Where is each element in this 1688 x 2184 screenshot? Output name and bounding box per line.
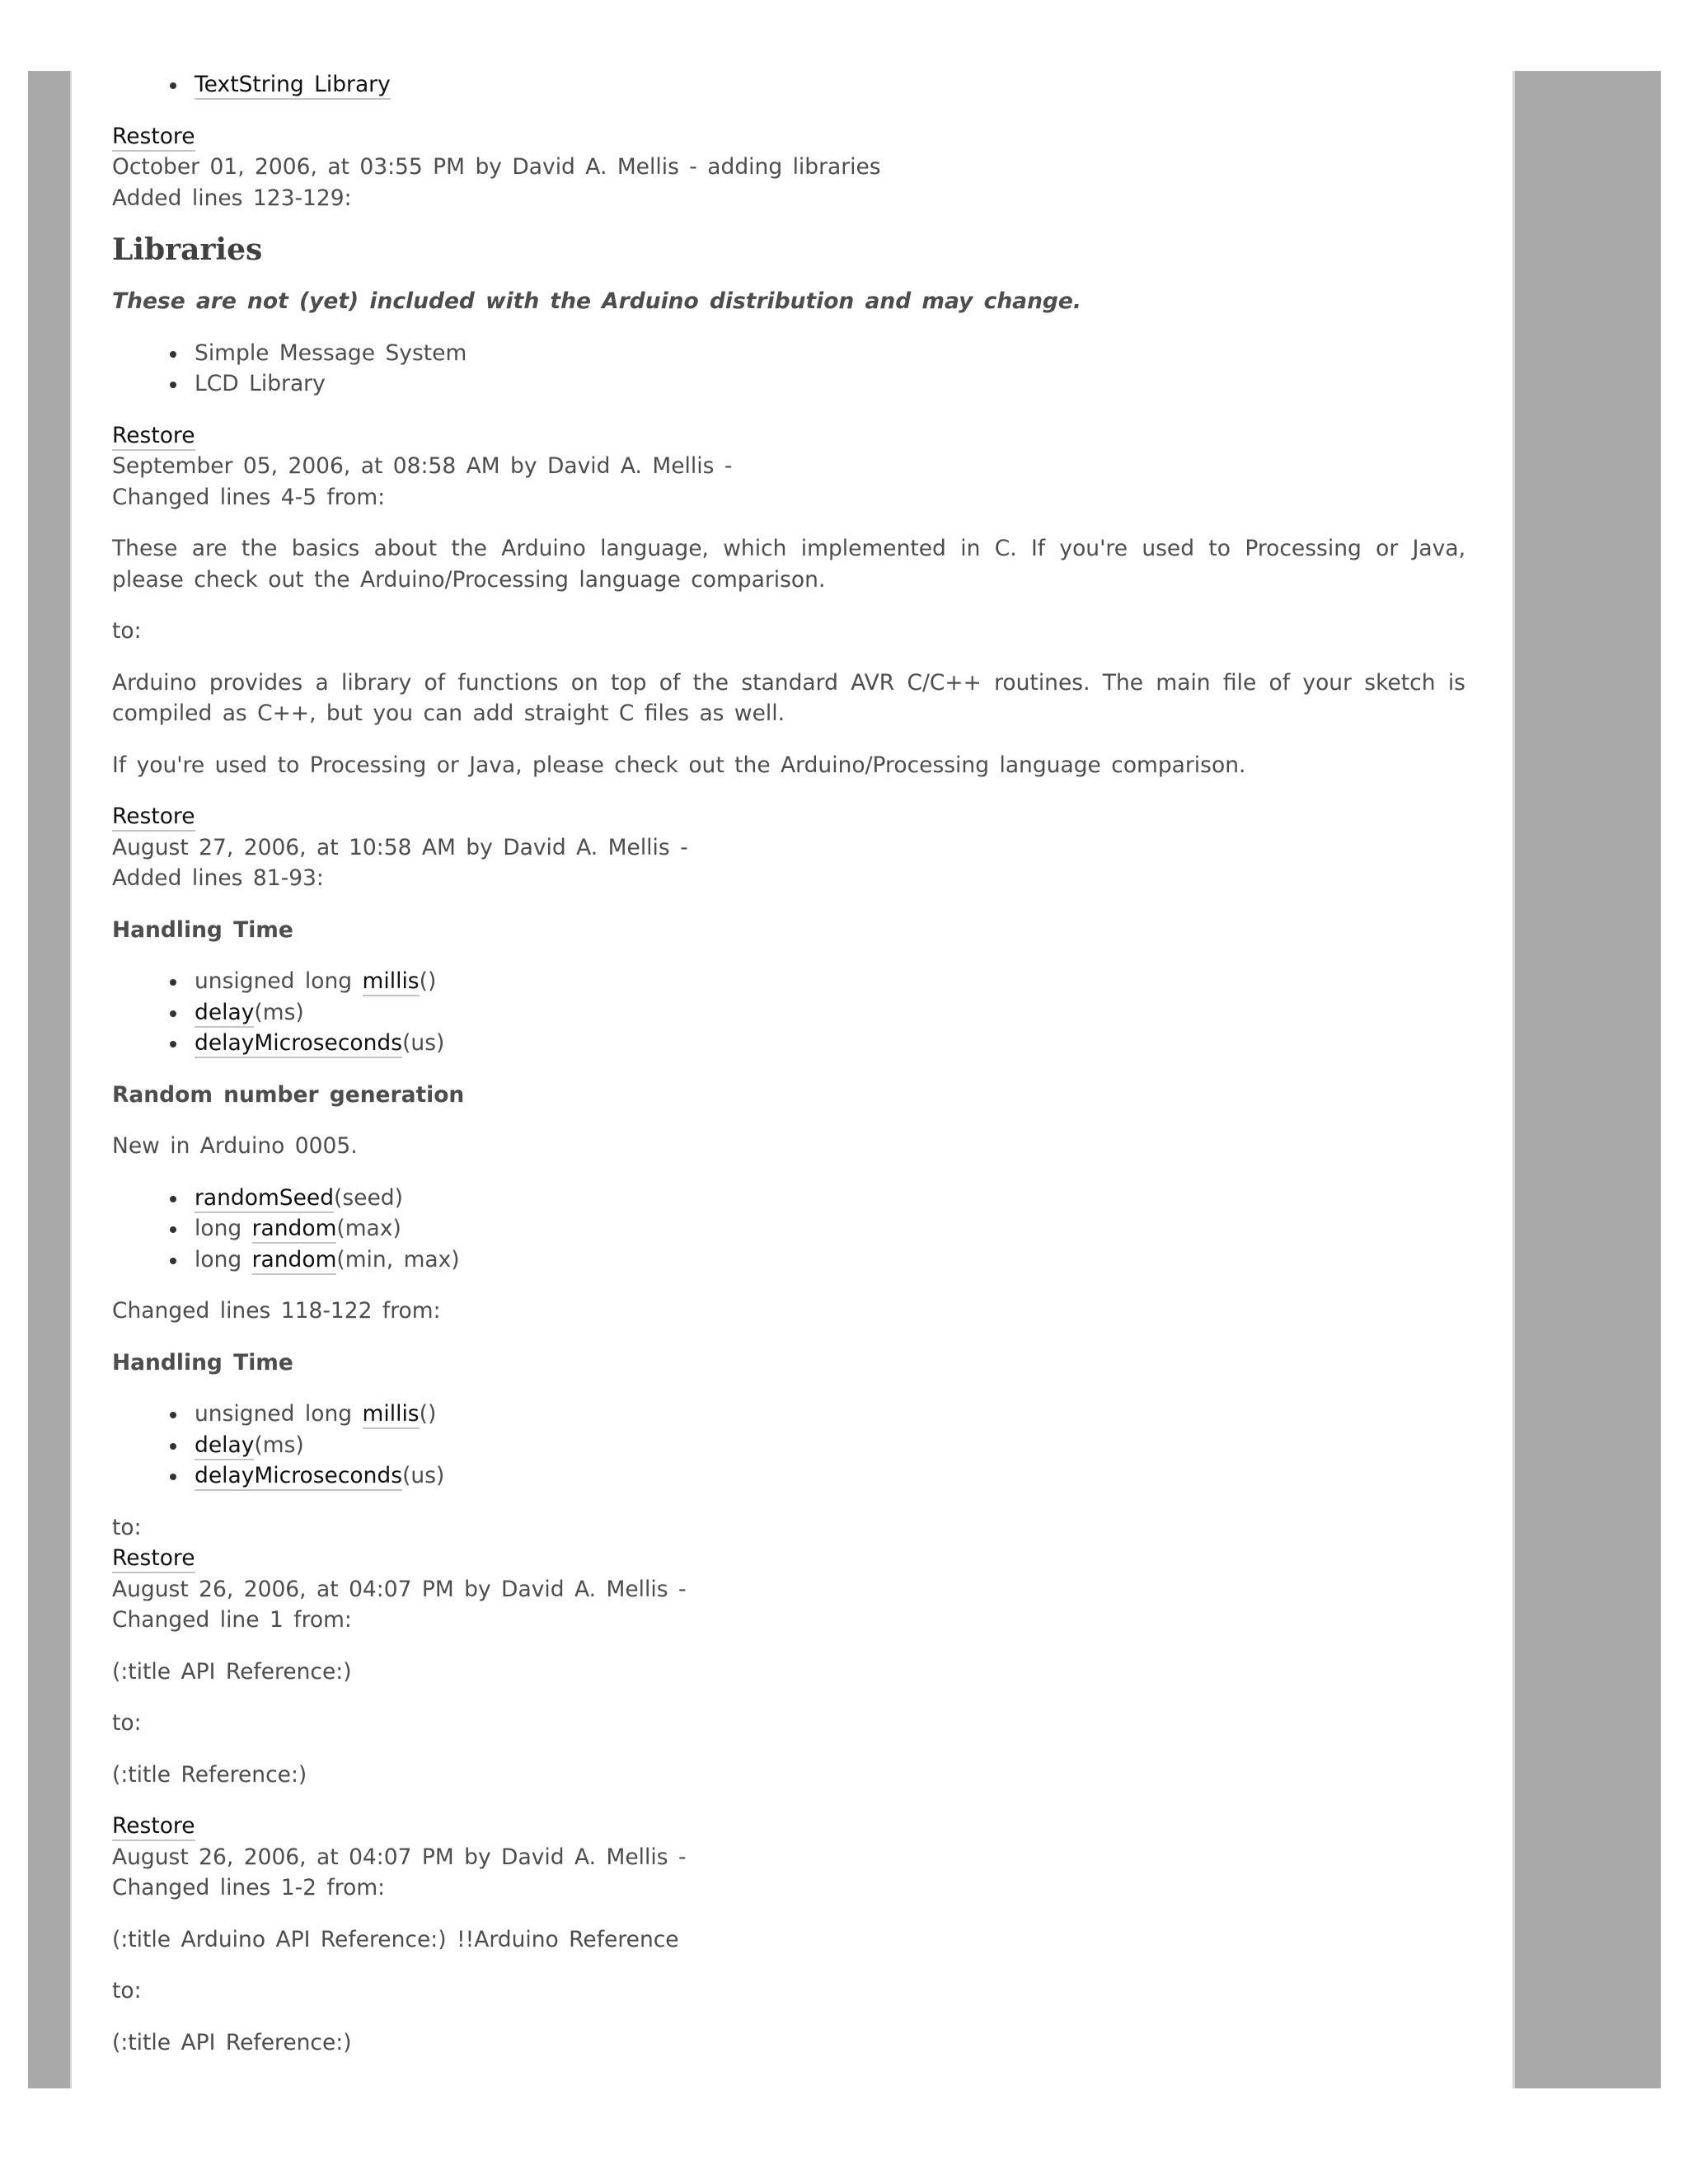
revision-change: Changed lines 118-122 from: xyxy=(112,1298,441,1324)
list-item: Simple Message System xyxy=(195,338,1465,369)
random-list xyxy=(195,1183,1465,1276)
revision-block xyxy=(112,1543,1465,1790)
to-label: to: xyxy=(112,1514,142,1540)
random-note: New in Arduino 0005. xyxy=(112,1133,358,1159)
list-item: long random(min, max) xyxy=(195,1244,1465,1276)
randomseed-link[interactable]: randomSeed xyxy=(195,1185,334,1213)
page-history-content xyxy=(112,69,1465,2058)
left-sidebar-edge xyxy=(70,71,72,2088)
textstring-library-link[interactable]: TextString Library xyxy=(195,72,391,100)
list-item: delay(ms) xyxy=(195,997,1465,1029)
revision-meta: August 26, 2006, at 04:07 PM by David A. Mellis - xyxy=(112,1576,687,1602)
libraries-list xyxy=(195,338,1465,400)
revision-block xyxy=(112,420,1465,781)
right-sidebar-bar xyxy=(1515,71,1661,2088)
diff-from-text: (:title API Reference:) xyxy=(112,1658,352,1685)
list-item: LCD Library xyxy=(195,368,1465,400)
handling-time-list xyxy=(195,966,1465,1059)
list-item: unsigned long millis() xyxy=(195,966,1465,997)
revision-block xyxy=(112,1811,1465,2058)
to-label: to: xyxy=(112,1710,142,1736)
diff-to-text: If you're used to Processing or Java, please check out the Arduino/Processing language comparison. xyxy=(112,752,1246,778)
diff-from-text: These are the basics about the Arduino language, which implemented in C. If you're used to Processing or Java, please check out the Arduino/Processing language comparison. xyxy=(112,536,1465,593)
list-item: delayMicroseconds(us) xyxy=(195,1028,1465,1059)
revision-meta: August 26, 2006, at 04:07 PM by David A. Mellis - xyxy=(112,1844,687,1870)
restore-link[interactable]: Restore xyxy=(112,423,195,451)
left-sidebar-bar xyxy=(28,71,70,2088)
revision-change: Added lines 123-129: xyxy=(112,185,352,211)
to-label: to: xyxy=(112,1978,142,2004)
revision-meta: October 01, 2006, at 03:55 PM by David A. Mellis - adding libraries xyxy=(112,154,881,180)
random-link[interactable]: random xyxy=(252,1247,337,1275)
libraries-note: These are not (yet) included with the Arduino distribution and may change. xyxy=(112,288,1081,314)
list-item: randomSeed(seed) xyxy=(195,1183,1465,1214)
revision-change: Added lines 81-93: xyxy=(112,865,324,891)
to-label: to: xyxy=(112,618,142,644)
libraries-heading: Libraries xyxy=(112,232,263,267)
delay-link[interactable]: delay xyxy=(195,1432,254,1460)
revision-meta: August 27, 2006, at 10:58 AM by David A. Mellis - xyxy=(112,834,688,860)
revision-change: Changed lines 4-5 from: xyxy=(112,484,386,510)
restore-link[interactable]: Restore xyxy=(112,1545,195,1573)
random-heading: Random number generation xyxy=(112,1081,465,1108)
millis-link[interactable]: millis xyxy=(363,968,420,996)
revision-block xyxy=(112,121,1465,400)
diff-to-text: (:title API Reference:) xyxy=(112,2029,352,2055)
handling-time-list xyxy=(195,1399,1465,1492)
delaymicroseconds-link[interactable]: delayMicroseconds xyxy=(195,1030,402,1058)
diff-from-text: (:title Arduino API Reference:) !!Arduino Reference xyxy=(112,1926,679,1952)
top-list xyxy=(195,69,1465,101)
random-link[interactable]: random xyxy=(252,1216,337,1244)
delay-link[interactable]: delay xyxy=(195,1000,254,1028)
diff-to-text: (:title Reference:) xyxy=(112,1761,307,1788)
list-item: long random(max) xyxy=(195,1213,1465,1244)
list-item: delay(ms) xyxy=(195,1430,1465,1461)
millis-link[interactable]: millis xyxy=(363,1401,420,1429)
list-item xyxy=(195,69,1465,101)
list-item: unsigned long millis() xyxy=(195,1399,1465,1430)
handling-time-heading: Handling Time xyxy=(112,916,293,943)
revision-block xyxy=(112,801,1465,1543)
restore-link[interactable]: Restore xyxy=(112,804,195,832)
list-item: delayMicroseconds(us) xyxy=(195,1460,1465,1492)
diff-to-text: Arduino provides a library of functions on top of the standard AVR C/C++ routines. The main file of your sketch is compiled as C++, but you can add straight C files as well. xyxy=(112,669,1465,726)
restore-link[interactable]: Restore xyxy=(112,124,195,152)
restore-link[interactable]: Restore xyxy=(112,1813,195,1841)
revision-change: Changed line 1 from: xyxy=(112,1607,352,1633)
handling-time-heading: Handling Time xyxy=(112,1349,293,1376)
revision-change: Changed lines 1-2 from: xyxy=(112,1875,386,1900)
revision-meta: September 05, 2006, at 08:58 AM by David A. Mellis - xyxy=(112,453,733,479)
delaymicroseconds-link[interactable]: delayMicroseconds xyxy=(195,1463,402,1491)
